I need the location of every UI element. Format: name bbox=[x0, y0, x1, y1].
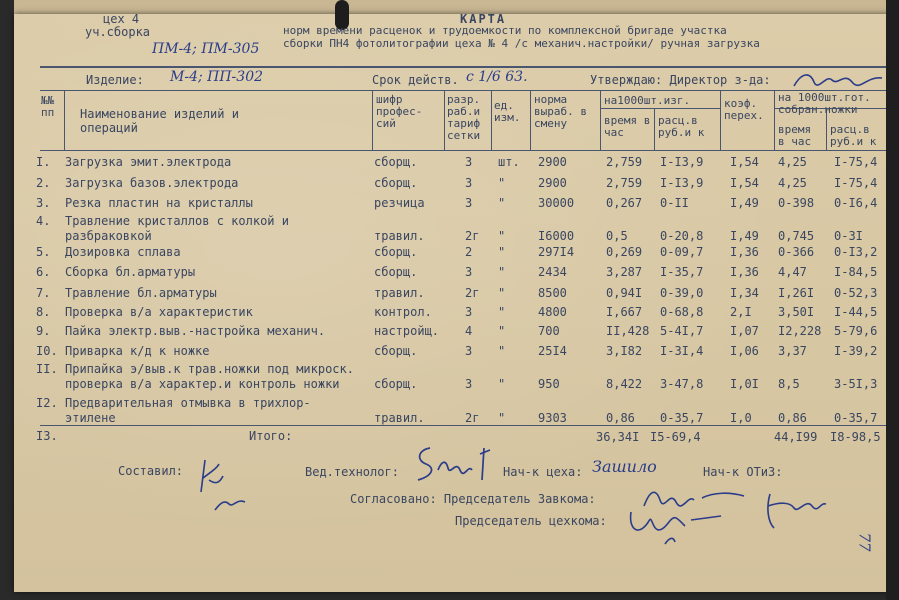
row-code: контрол. bbox=[374, 305, 432, 319]
row-grade: 3 bbox=[465, 305, 473, 319]
row-time: II,428 bbox=[606, 324, 650, 338]
row-code: сборщ. bbox=[374, 245, 418, 259]
row-unit: " bbox=[498, 265, 506, 279]
row-time: 0,94I bbox=[606, 286, 643, 300]
row-name-cont: этилене bbox=[65, 411, 116, 425]
union-label: Председатель цехкома: bbox=[455, 514, 607, 528]
total-time: 36,34I bbox=[596, 430, 640, 444]
row-name: Проверка в/а характеристик bbox=[65, 305, 253, 319]
row-unit: " bbox=[498, 305, 506, 319]
sub-header-rule bbox=[600, 108, 720, 109]
row-coef: 2,I bbox=[730, 305, 752, 319]
row-num: I0. bbox=[36, 344, 58, 358]
row-time: 0,267 bbox=[606, 196, 643, 210]
row-grade: 4 bbox=[465, 324, 473, 338]
row-num: I. bbox=[36, 155, 51, 169]
row-time: 2,759 bbox=[606, 155, 643, 169]
row-name: Резка пластин на кристаллы bbox=[65, 196, 253, 210]
row-code: сборщ. bbox=[374, 344, 418, 358]
row-time2: I,26I bbox=[778, 286, 815, 300]
row-rate: 5-4I,7 bbox=[660, 324, 704, 338]
section-label: уч.сборка bbox=[85, 25, 151, 39]
row-time: 3,I82 bbox=[606, 344, 643, 358]
row-time2: 0,86 bbox=[778, 411, 807, 425]
compiled-signature bbox=[195, 450, 255, 526]
row-code: сборщ. bbox=[374, 155, 418, 169]
row-rate2: 0-3I bbox=[834, 229, 863, 243]
margin-note: 77 bbox=[855, 532, 874, 552]
row-norm: 297I4 bbox=[538, 245, 575, 259]
row-time2: 0-366 bbox=[778, 245, 815, 259]
row-norm: 9303 bbox=[538, 411, 567, 425]
row-grade: 3 bbox=[465, 155, 473, 169]
row-code: травил. bbox=[374, 286, 425, 300]
row-unit: шт. bbox=[498, 155, 520, 169]
row-time: I,667 bbox=[606, 305, 643, 319]
row-time2: 0,745 bbox=[778, 229, 815, 243]
row-name-cont: проверка в/а характер.и контроль ножки bbox=[65, 377, 340, 391]
row-unit: " bbox=[498, 229, 506, 243]
row-rate2: 0-52,3 bbox=[834, 286, 878, 300]
row-time2: 3,50I bbox=[778, 305, 815, 319]
row-rate2: I-84,5 bbox=[834, 265, 878, 279]
col-header-per1000: на1000шт.изг. bbox=[604, 94, 691, 107]
row-coef: I,34 bbox=[730, 286, 759, 300]
compiled-label: Составил: bbox=[118, 464, 184, 478]
col-sep bbox=[530, 91, 531, 150]
row-unit: " bbox=[498, 377, 506, 391]
row-time2: I2,228 bbox=[778, 324, 822, 338]
row-grade: 2 bbox=[465, 245, 473, 259]
validity-label: Срок действ. bbox=[372, 73, 459, 87]
col-header-num: №№ пп bbox=[41, 94, 55, 119]
row-grade: 2г bbox=[465, 411, 480, 425]
validity-value: с 1/6 63. bbox=[466, 69, 528, 85]
row-name: Пайка электр.выв.-настройка механич. bbox=[65, 324, 326, 338]
row-grade: 3 bbox=[465, 377, 473, 391]
row-unit: " bbox=[498, 411, 506, 425]
row-grade: 2г bbox=[465, 286, 480, 300]
col-header-per1000-ready: на 1000шт.гот. собран.ножки bbox=[778, 91, 871, 116]
row-name: Травление кристаллов с колкой и bbox=[65, 214, 289, 228]
col-sep bbox=[720, 91, 721, 150]
row-name-cont: разбраковкой bbox=[65, 229, 152, 243]
row-rate: 0-39,0 bbox=[660, 286, 704, 300]
row-rate2: 0-35,7 bbox=[834, 411, 878, 425]
row-coef: I,54 bbox=[730, 176, 759, 190]
chief-label: Нач-к цеха: bbox=[503, 465, 583, 479]
total-rate: I5-69,4 bbox=[650, 430, 701, 444]
row-unit: " bbox=[498, 324, 506, 338]
row-coef: I,49 bbox=[730, 229, 759, 243]
chief-signature: Зашило bbox=[592, 457, 657, 476]
row-unit: " bbox=[498, 196, 506, 210]
col-sep bbox=[600, 91, 601, 150]
table-header-rule bbox=[40, 150, 886, 151]
row-code: травил. bbox=[374, 229, 425, 243]
row-num: I2. bbox=[36, 396, 58, 410]
row-norm: 2900 bbox=[538, 176, 567, 190]
agreed-label: Согласовано: Председатель Завкома: bbox=[350, 492, 596, 506]
row-code: настройщ. bbox=[374, 324, 440, 338]
paper-top-strip bbox=[14, 0, 890, 14]
row-time: 8,422 bbox=[606, 377, 643, 391]
row-rate: 3-47,8 bbox=[660, 377, 704, 391]
row-unit: " bbox=[498, 245, 506, 259]
row-name: Травление бл.арматуры bbox=[65, 286, 217, 300]
row-name: Приварка к/д к ножке bbox=[65, 344, 210, 358]
product-value: М-4; ПП-302 bbox=[170, 69, 264, 85]
tech-signature bbox=[410, 440, 506, 492]
row-coef: I,0 bbox=[730, 411, 752, 425]
row-norm: 4800 bbox=[538, 305, 567, 319]
col-sep bbox=[654, 109, 655, 150]
workshop-label: цех 4 bbox=[103, 12, 140, 26]
total-rule bbox=[40, 425, 886, 426]
row-norm: 2900 bbox=[538, 155, 567, 169]
row-grade: 3 bbox=[465, 176, 473, 190]
row-code: травил. bbox=[374, 411, 425, 425]
row-rate: 0-20,8 bbox=[660, 229, 704, 243]
row-rate2: I-39,2 bbox=[834, 344, 878, 358]
scan-edge bbox=[886, 0, 899, 600]
col-sep bbox=[444, 91, 445, 150]
row-norm: 2434 bbox=[538, 265, 567, 279]
col-header-code: шифр профес-сий bbox=[376, 93, 423, 130]
total-time2: 44,I99 bbox=[774, 430, 818, 444]
row-time2: 4,25 bbox=[778, 155, 807, 169]
row-norm: I6000 bbox=[538, 229, 575, 243]
col-header-time: время в час bbox=[604, 114, 651, 139]
col-header-rate2: расц.в руб.и к bbox=[830, 123, 877, 148]
col-sep bbox=[372, 91, 373, 150]
row-grade: 3 bbox=[465, 265, 473, 279]
row-num: 7. bbox=[36, 286, 51, 300]
row-coef: I,54 bbox=[730, 155, 759, 169]
row-unit: " bbox=[498, 286, 506, 300]
row-coef: I,36 bbox=[730, 265, 759, 279]
col-sep bbox=[64, 91, 65, 150]
row-name: Дозировка сплава bbox=[65, 245, 181, 259]
header-rule bbox=[40, 66, 886, 68]
row-norm: 700 bbox=[538, 324, 560, 338]
row-rate2: I-75,4 bbox=[834, 155, 878, 169]
row-name: Сборка бл.арматуры bbox=[65, 265, 196, 279]
row-rate2: 3-5I,3 bbox=[834, 377, 878, 391]
row-code: сборщ. bbox=[374, 176, 418, 190]
row-time2: 8,5 bbox=[778, 377, 800, 391]
row-grade: 3 bbox=[465, 344, 473, 358]
col-header-rate: расц.в руб.и к bbox=[658, 114, 705, 139]
row-coef: I,0I bbox=[730, 377, 759, 391]
row-norm: 30000 bbox=[538, 196, 575, 210]
row-rate2: 5-79,6 bbox=[834, 324, 878, 338]
col-header-grade: разр. раб.и тариф сетки bbox=[447, 93, 481, 142]
row-num: II. bbox=[36, 362, 58, 376]
row-num: 2. bbox=[36, 176, 51, 190]
row-unit: " bbox=[498, 344, 506, 358]
row-rate: 0-09,7 bbox=[660, 245, 704, 259]
row-time: 3,287 bbox=[606, 265, 643, 279]
union-signature bbox=[625, 500, 745, 550]
total-num: I3. bbox=[36, 429, 58, 443]
subtitle-line1: норм времени расценок и трудоемкости по комплексной бригаде участка bbox=[283, 24, 727, 37]
row-time2: 0-398 bbox=[778, 196, 815, 210]
row-rate2: I-75,4 bbox=[834, 176, 878, 190]
product-label: Изделие: bbox=[86, 73, 144, 87]
row-unit: " bbox=[498, 176, 506, 190]
row-name: Загрузка базов.электрода bbox=[65, 176, 239, 190]
row-num: 8. bbox=[36, 305, 51, 319]
col-header-unit: ед. изм. bbox=[494, 99, 521, 124]
row-num: 6. bbox=[36, 265, 51, 279]
col-header-time2: время в час bbox=[778, 123, 812, 148]
total-label: Итого: bbox=[249, 429, 293, 443]
row-rate: I-I3,9 bbox=[660, 176, 704, 190]
otiz-label: Нач-к ОТиЗ: bbox=[703, 465, 783, 479]
row-rate2: 0-I6,4 bbox=[834, 196, 878, 210]
row-time2: 3,37 bbox=[778, 344, 807, 358]
col-sep bbox=[491, 91, 492, 150]
row-coef: I,07 bbox=[730, 324, 759, 338]
row-norm: 950 bbox=[538, 377, 560, 391]
col-header-coef: коэф. перех. bbox=[724, 97, 764, 122]
row-code: резчица bbox=[374, 196, 425, 210]
row-num: 4. bbox=[36, 214, 51, 228]
row-name: Загрузка эмит.электрода bbox=[65, 155, 232, 169]
row-coef: I,36 bbox=[730, 245, 759, 259]
row-name: Предварительная отмывка в трихлор- bbox=[65, 396, 311, 410]
row-rate2: I-44,5 bbox=[834, 305, 878, 319]
director-signature bbox=[792, 68, 884, 92]
row-code: сборщ. bbox=[374, 377, 418, 391]
col-header-norm: норма выраб. в смену bbox=[534, 93, 587, 130]
row-num: 3. bbox=[36, 196, 51, 210]
document-title: КАРТА bbox=[460, 12, 507, 26]
row-grade: 3 bbox=[465, 196, 473, 210]
row-time: 0,86 bbox=[606, 411, 635, 425]
col-sep bbox=[774, 91, 775, 150]
row-time: 2,759 bbox=[606, 176, 643, 190]
total-rate2: I8-98,5 bbox=[830, 430, 881, 444]
row-code: сборщ. bbox=[374, 265, 418, 279]
row-time: 0,269 bbox=[606, 245, 643, 259]
row-rate: 0-35,7 bbox=[660, 411, 704, 425]
subtitle-line2: сборки ПН4 фотолитографии цеха № 4 /с механич.настройки/ ручная загрузка bbox=[283, 37, 760, 50]
col-header-name: Наименование изделий и операций bbox=[80, 107, 239, 135]
row-grade: 2г bbox=[465, 229, 480, 243]
row-time2: 4,47 bbox=[778, 265, 807, 279]
tech-label: Вед.технолог: bbox=[305, 465, 399, 479]
row-rate: I-I3,9 bbox=[660, 155, 704, 169]
row-num: 5. bbox=[36, 245, 51, 259]
row-rate: 0-68,8 bbox=[660, 305, 704, 319]
row-rate2: 0-I3,2 bbox=[834, 245, 878, 259]
approve-label: Утверждаю: Директор з-да: bbox=[590, 73, 771, 87]
row-rate: I-3I,4 bbox=[660, 344, 704, 358]
row-num: 9. bbox=[36, 324, 51, 338]
row-time2: 4,25 bbox=[778, 176, 807, 190]
row-time: 0,5 bbox=[606, 229, 628, 243]
row-rate: I-35,7 bbox=[660, 265, 704, 279]
row-name: Припайка э/выв.к трав.ножки под микроск. bbox=[65, 362, 354, 376]
row-rate: 0-II bbox=[660, 196, 689, 210]
row-coef: I,06 bbox=[730, 344, 759, 358]
extra-signature bbox=[760, 488, 830, 536]
table-top-rule bbox=[40, 90, 886, 91]
handwritten-code: ПМ-4; ПМ-305 bbox=[152, 41, 260, 57]
row-coef: I,49 bbox=[730, 196, 759, 210]
row-norm: 8500 bbox=[538, 286, 567, 300]
row-norm: 25I4 bbox=[538, 344, 567, 358]
